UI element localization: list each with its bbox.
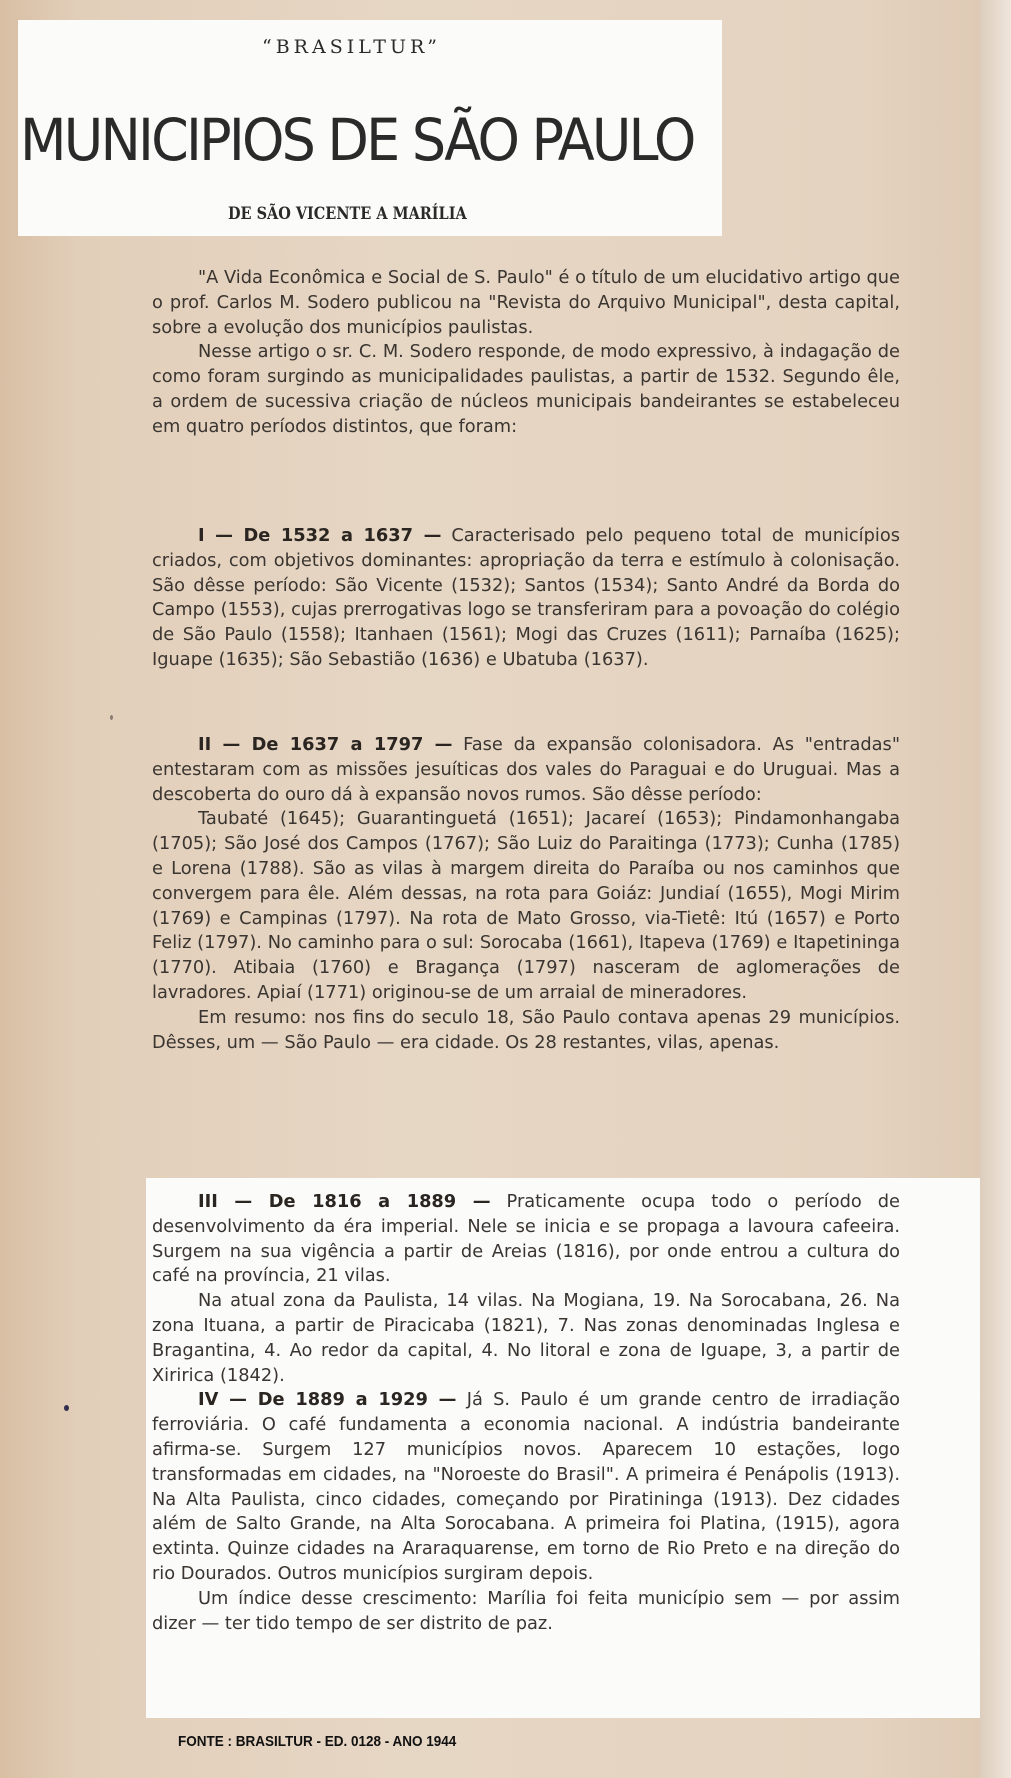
page-subtitle: DE SÃO VICENTE A MARÍLIA bbox=[228, 204, 467, 224]
period-1-label: I — De 1532 a 1637 — bbox=[198, 525, 442, 546]
period-4-text: Já S. Paulo é um grande centro de irradiação ferroviária. O café fundamenta a economia nacional. A indústria bandeirante afirma-se. Surgem 127 municípios novos. Aparecem 10 estações, logo transformadas em cidades, na "Noroeste do Brasil". A primeira é Penápolis (1913). Na Alta Paulista, cinco cidades, começando por Piratininga (1913). Dez cidades além de Salto Grande, na Alta Sorocabana. A primeira foi Platina, (1915), agora extinta. Quinze cidades na Araraquarense, em torno de Rio Preto e na direção do rio Dourados. Outros municípios surgiram depois. bbox=[152, 1389, 900, 1584]
period-4-paragraph bbox=[152, 1388, 900, 1586]
period-2-label: II — De 1637 a 1797 — bbox=[198, 734, 453, 755]
intro-section bbox=[152, 266, 900, 440]
source-caption: FONTE : BRASILTUR - ED. 0128 - ANO 1944 bbox=[178, 1733, 457, 1750]
period-2-list: Taubaté (1645); Guarantinguetá (1651); Jacareí (1653); Pindamonhangaba (1705); São José dos Campos (1767); São Luiz do Paraitinga (1773); Cunha (1785) e Lorena (1788). São as vilas à margem direita do Paraíba ou nos caminhos que convergem para êle. Além dessas, na rota para Goiáz: Jundiaí (1655), Mogi Mirim (1769) e Campinas (1797). Na rota de Mato Grosso, via-Tietê: Itú (1657) e Porto Feliz (1797). No caminho para o sul: Sorocaba (1661), Itapeva (1769) e Itapetininga (1770). Atibaia (1760) e Bragança (1797) nasceram de aglomerações de lavradores. Apiaí (1771) originou-se de um arraial de mineradores. bbox=[152, 808, 900, 1003]
closing-paragraph: Um índice desse crescimento: Marília foi feita município sem — por assim dizer — ter tido tempo de ser distrito de paz. bbox=[152, 1587, 900, 1634]
page-title: MUNICIPIOS DE SÃO PAULO bbox=[20, 106, 694, 174]
ink-speck bbox=[110, 715, 113, 720]
period-3-zones: Na atual zona da Paulista, 14 vilas. Na Mogiana, 19. Na Sorocabana, 26. Na zona Ituana, a partir de Piracicaba (1821), 7. Nas zonas denominadas Inglesa e Bragantina, 4. Ao redor da capital, 4. No litoral e zona de Iguape, 3, a partir de Xiririca (1842). bbox=[152, 1290, 900, 1386]
period-1-section bbox=[152, 524, 900, 673]
period-1-text: Caracterisado pelo pequeno total de municípios criados, com objetivos dominantes: apropriação da terra e estímulo à colonisação. São dêsse período: São Vicente (1532); Santos (1534); Santo André da Borda do Campo (1553), cujas prerrogativas logo se transferiram para a povoação do colégio de São Paulo (1558); Itanhaen (1561); Mogi das Cruzes (1611); Parnaíba (1625); Iguape (1635); São Sebastião (1636) e Ubatuba (1637). bbox=[152, 525, 900, 670]
period-1-paragraph bbox=[152, 524, 900, 673]
period-2-text: Fase da expansão colonisadora. As "entradas" entestaram com as missões jesuíticas dos vales do Paraguai e do Uruguai. Mas a descoberta do ouro dá à expansão novos rumos. São dêsse período: bbox=[152, 734, 900, 805]
intro-paragraph-2: Nesse artigo o sr. C. M. Sodero responde, de modo expressivo, à indagação de como foram surgindo as municipalidades paulistas, a partir de 1532. Segundo êle, a ordem de sucessiva criação de núcleos municipais bandeirantes se estabeleceu em quatro períodos distintos, que foram: bbox=[152, 341, 900, 437]
period-2-paragraph bbox=[152, 733, 900, 807]
period-3-text: Praticamente ocupa todo o período de desenvolvimento da éra imperial. Nele se inicia e se propaga a lavoura cafeeira. Surgem na sua vigência a partir de Areias (1816), por onde entrou a cultura do café na província, 21 vilas. bbox=[152, 1191, 900, 1287]
ink-speck bbox=[64, 1405, 69, 1411]
intro-paragraph-1: "A Vida Econômica e Social de S. Paulo" é o título de um elucidativo artigo que o prof. Carlos M. Sodero publicou na "Revista do Arquivo Municipal", desta capital, sobre a evolução dos municípios paulistas. bbox=[152, 267, 900, 338]
period-3-section bbox=[152, 1190, 900, 1636]
period-4-label: IV — De 1889 a 1929 — bbox=[198, 1389, 457, 1411]
period-2-summary: Em resumo: nos fins do seculo 18, São Paulo contava apenas 29 municípios. Dêsses, um — São Paulo — era cidade. Os 28 restantes, vilas, apenas. bbox=[152, 1006, 900, 1053]
period-3-paragraph bbox=[152, 1190, 900, 1289]
period-3-label: III — De 1816 a 1889 — bbox=[198, 1191, 491, 1212]
magazine-name: “BRASILTUR” bbox=[262, 36, 441, 58]
paper-edge bbox=[980, 0, 1011, 1778]
period-2-section bbox=[152, 733, 900, 1055]
